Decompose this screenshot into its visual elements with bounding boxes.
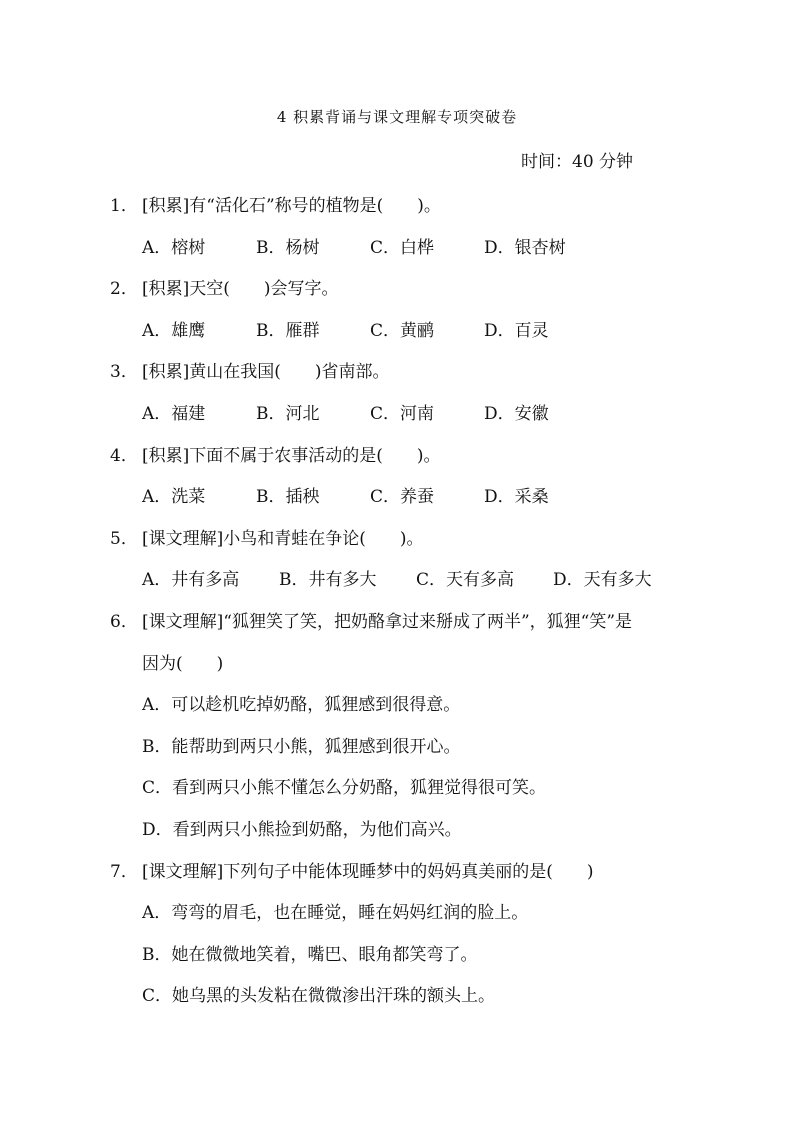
option-d: D．银杏树 [484, 237, 566, 258]
question-1-options [110, 228, 690, 270]
option-a: A．雄鹰 [142, 320, 206, 341]
option-c: C．黄鹂 [370, 320, 435, 341]
option-b: B．杨树 [256, 237, 320, 258]
option-c: C．天有多高 [416, 570, 515, 591]
option-b: B．插秧 [256, 487, 320, 508]
question-1 [110, 186, 690, 228]
question-text: [积累]下面不属于农事活动的是( )。 [142, 445, 441, 466]
option-d: D．天有多大 [553, 570, 652, 591]
option-d: D．采桑 [484, 487, 549, 508]
question-list [110, 186, 690, 1018]
option-d: D．安徽 [484, 403, 549, 424]
option-a: A．洗菜 [142, 487, 206, 508]
option-b: B．她在微微地笑着，嘴巴、眼角都笑弯了。 [142, 944, 478, 965]
question-3-options [110, 394, 690, 436]
option-c: C．看到两只小熊不懂怎么分奶酪，狐狸觉得很可笑。 [142, 778, 547, 799]
question-2-options [110, 311, 690, 353]
option-b: B．井有多大 [279, 570, 377, 591]
question-text: [积累]天空( )会写字。 [142, 279, 339, 300]
question-5 [110, 519, 690, 561]
question-6-continuation: 因为( ) [142, 653, 224, 674]
question-5-options [110, 560, 690, 602]
option-b: B．河北 [256, 403, 320, 424]
question-number: 5． [110, 528, 138, 549]
question-number: 2． [110, 279, 138, 300]
question-2 [110, 269, 690, 311]
time-limit: 时间：40 分钟 [521, 152, 634, 172]
option-c: C．河南 [370, 403, 435, 424]
question-number: 3． [110, 362, 138, 383]
option-c: C．她乌黑的头发粘在微微渗出汗珠的额头上。 [142, 986, 496, 1007]
question-number: 6． [110, 611, 138, 632]
option-a: A．井有多高 [142, 570, 240, 591]
option-c: C．养蚕 [370, 487, 435, 508]
question-number: 7． [110, 861, 138, 882]
question-number: 1． [110, 196, 138, 216]
option-c: C．白桦 [370, 237, 435, 258]
question-4 [110, 436, 690, 478]
option-a: A．榕树 [142, 237, 206, 258]
question-4-options [110, 477, 690, 519]
question-3 [110, 352, 690, 394]
option-a: A．可以趁机吃掉奶酪，狐狸感到很得意。 [142, 695, 461, 716]
question-number: 4． [110, 445, 138, 466]
page-title: 4 积累背诵与课文理解专项突破卷 [276, 108, 518, 126]
option-a: A．弯弯的眉毛，也在睡觉，睡在妈妈红润的脸上。 [142, 903, 529, 924]
question-text: [课文理解]“狐狸笑了笑，把奶酪拿过来掰成了两半”，狐狸“笑”是 [142, 611, 633, 632]
question-text: [课文理解]小鸟和青蛙在争论( )。 [142, 528, 424, 549]
question-7 [110, 852, 690, 894]
option-b: B．雁群 [256, 320, 320, 341]
question-text: [积累]黄山在我国( )省南部。 [142, 362, 390, 383]
question-text: [课文理解]下列句子中能体现睡梦中的妈妈真美丽的是( ) [142, 861, 594, 882]
question-6 [110, 602, 690, 644]
option-b: B．能帮助到两只小熊，狐狸感到很开心。 [142, 736, 461, 757]
option-d: D．百灵 [484, 320, 549, 341]
option-a: A．福建 [142, 403, 206, 424]
option-d: D．看到两只小熊捡到奶酪，为他们高兴。 [142, 819, 462, 840]
question-text: [积累]有“活化石”称号的植物是( )。 [142, 196, 441, 216]
